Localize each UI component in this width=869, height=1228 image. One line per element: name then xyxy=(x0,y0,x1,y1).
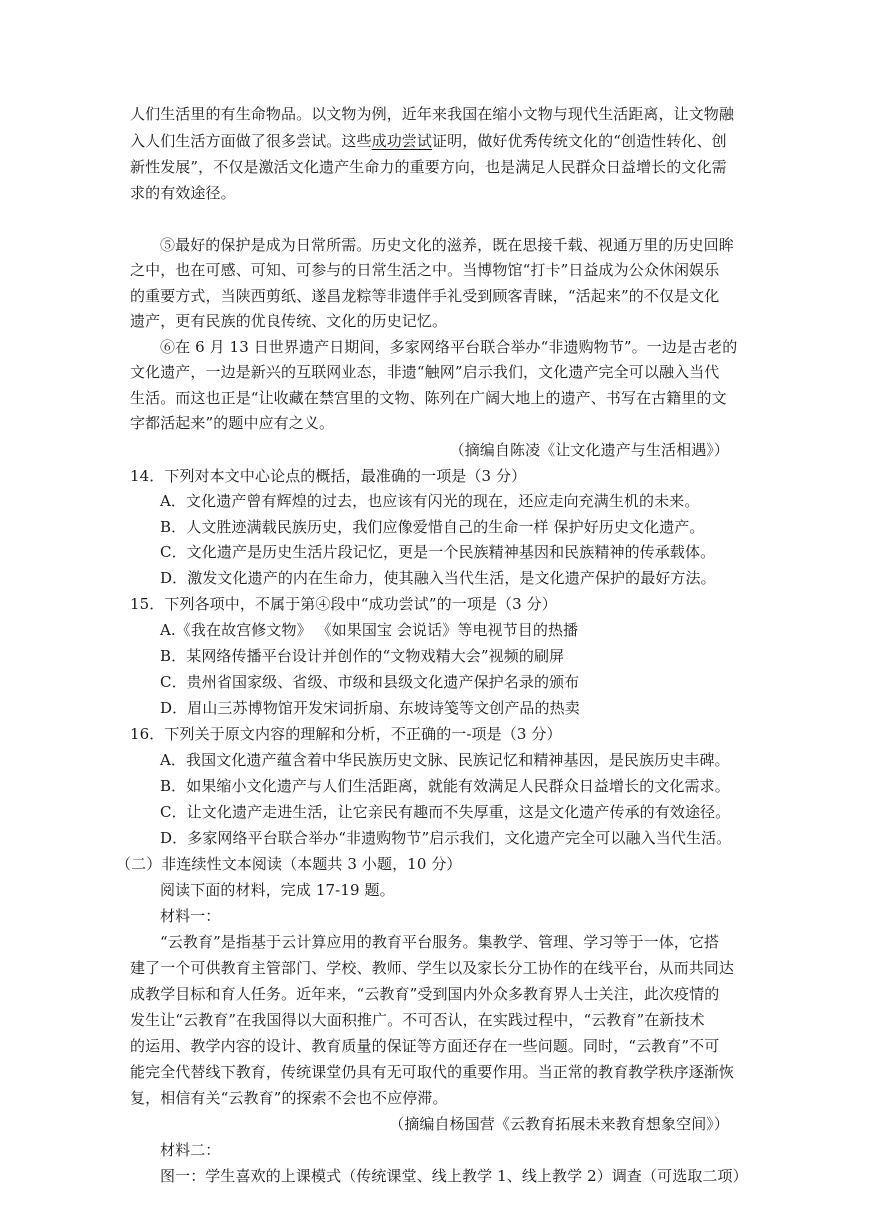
para4-line-3: 新性发展”，不仅是激活文化遗产生命力的重要方向，也是满足人民群众日益增长的文化需 xyxy=(130,158,727,176)
section2-heading: （二）非连续性文本阅读（本题共 3 小题，10 分） xyxy=(116,855,462,873)
question-16-stem: 16．下列关于原文内容的理解和分析，不正确的一-项是（3 分） xyxy=(130,725,562,743)
article-source: （摘编自陈凌《让文化遗产与生活相遇》） xyxy=(449,441,729,459)
material1-line-7: 复，相信有关“云教育”的探索不会也不应停滞。 xyxy=(130,1089,448,1107)
question-16-option-d: D．多家网络平台联合举办“非遗购物节”启示我们，文化遗产完全可以融入当代生活。 xyxy=(160,829,732,847)
material1-line-3: 成教学目标和育人任务。近年来，“云教育”受到国内外众多教育界人士关注，此次疫情的 xyxy=(130,985,720,1003)
material1-label: 材料一： xyxy=(160,907,221,925)
material1-source: （摘编自杨国营《云教育拓展未来教育想象空间》） xyxy=(389,1115,729,1133)
question-14-stem: 14．下列对本文中心论点的概括，最准确的一项是（3 分） xyxy=(130,467,527,485)
para4-line-4: 求的有效途径。 xyxy=(130,184,236,202)
material1-line-5: 的运用、教学内容的设计、教育质量的保证等方面还存在一些问题。同时，“云教育”不可 xyxy=(130,1037,720,1055)
material1-line-2: 建了一个可供教育主管部门、学校、教师、学生以及家长分工协作的在线平台，从而共同达 xyxy=(130,959,735,977)
para5-line-1: ⑤最好的保护是成为日常所需。历史文化的滋养，既在思接千载、视通万里的历史回眸 xyxy=(160,236,734,254)
question-14-option-a: A．文化遗产曾有辉煌的过去，也应该有闪光的现在，还应走向充满生机的未来。 xyxy=(160,492,700,510)
section2-instruction: 阅读下面的材料，完成 17-19 题。 xyxy=(160,881,395,899)
para4-line-1: 人们生活里的有生命物品。以文物为例，近年来我国在缩小文物与现代生活距离，让文物融 xyxy=(130,105,735,123)
para5-line-2: 之中，也在可感、可知、可参与的日常生活之中。当博物馆“打卡”日益成为公众休闲娱乐 xyxy=(130,261,720,279)
para5-line-4: 遗产，更有民族的优良传统、文化的历史记忆。 xyxy=(130,312,448,330)
question-15-option-d: D．眉山三苏博物馆开发宋词折扇、东坡诗笺等文创产品的热卖 xyxy=(160,699,580,717)
material1-line-1: “云教育”是指基于云计算应用的教育平台服务。集教学、管理、学习等于一体，它搭 xyxy=(160,933,720,951)
para4-line-2-a: 入人们生活方面做了很多尝试。这些 xyxy=(130,132,372,150)
material1-line-6: 能完全代替线下教育，传统课堂仍具有无可取代的重要作用。当正常的教育教学秩序逐渐恢 xyxy=(130,1063,735,1081)
material1-line-4: 发生让“云教育”在我国得以大面积推广。不可否认，在实践过程中，“云教育”在新技术 xyxy=(130,1011,705,1029)
para5-line-3: 的重要方式，当陕西剪纸、遂昌龙粽等非遗伴手礼受到顾客青睐，“活起来”的不仅是文化 xyxy=(130,287,720,305)
question-15-option-a: A.《我在故宫修文物》 《如果国宝 会说话》等电视节目的热播 xyxy=(160,621,579,639)
question-16-option-b: B．如果缩小文化遗产与人们生活距离，就能有效满足人民群众日益增长的文化需求。 xyxy=(160,777,730,795)
figure1-caption: 图一：学生喜欢的上课模式（传统课堂、线上教学 1、线上教学 2）调查（可选取二项） xyxy=(160,1167,748,1185)
para6-line-2: 文化遗产，一边是新兴的互联网业态，非遗“触网”启示我们，文化遗产完全可以融入当代 xyxy=(130,363,720,381)
question-15-option-b: B．某网络传播平台设计并创作的“文物戏精大会”视频的刷屏 xyxy=(160,647,565,665)
para4-line-2-b: 证明，做好优秀传统文化的“创造性转化、创 xyxy=(432,132,727,150)
question-14-option-d: D．激发文化遗产的内在生命力，使其融入当代生活，是文化遗产保护的最好方法。 xyxy=(160,569,716,587)
question-15-stem: 15．下列各项中，不属于第④段中“成功尝试”的一项是（3 分） xyxy=(130,595,557,613)
para6-line-4: 字都活起来”的题中应有之义。 xyxy=(130,414,335,432)
material2-label: 材料二： xyxy=(160,1141,221,1159)
question-16-option-c: C．让文化遗产走进生活，让它亲民有趣而不失厚重，这是文化遗产传承的有效途径。 xyxy=(160,803,731,821)
question-14-option-c: C．文化遗产是历史生活片段记忆，更是一个民族精神基因和民族精神的传承载体。 xyxy=(160,543,716,561)
underlined-phrase: 成功尝试 xyxy=(371,132,433,150)
para4-line-2 xyxy=(130,131,727,151)
question-16-option-a: A．我国文化遗产蕴含着中华民族历史文脉、民族记忆和精神基因，是民族历史丰碑。 xyxy=(160,751,730,769)
question-14-option-b: B．人文胜迹满载民族历史，我们应像爱惜自己的生命一样 保护好历史文化遗产。 xyxy=(160,518,705,536)
para6-line-3: 生活。而这也正是“让收藏在禁宫里的文物、陈列在广阔大地上的遗产、书写在古籍里的文 xyxy=(130,389,727,407)
para6-line-1: ⑥在 6 月 13 日世界遗产日期间，多家网络平台联合举办“非遗购物节”。一边是古老的 xyxy=(160,338,738,356)
question-15-option-c: C．贵州省国家级、省级、市级和县级文化遗产保护名录的颁布 xyxy=(160,673,580,691)
